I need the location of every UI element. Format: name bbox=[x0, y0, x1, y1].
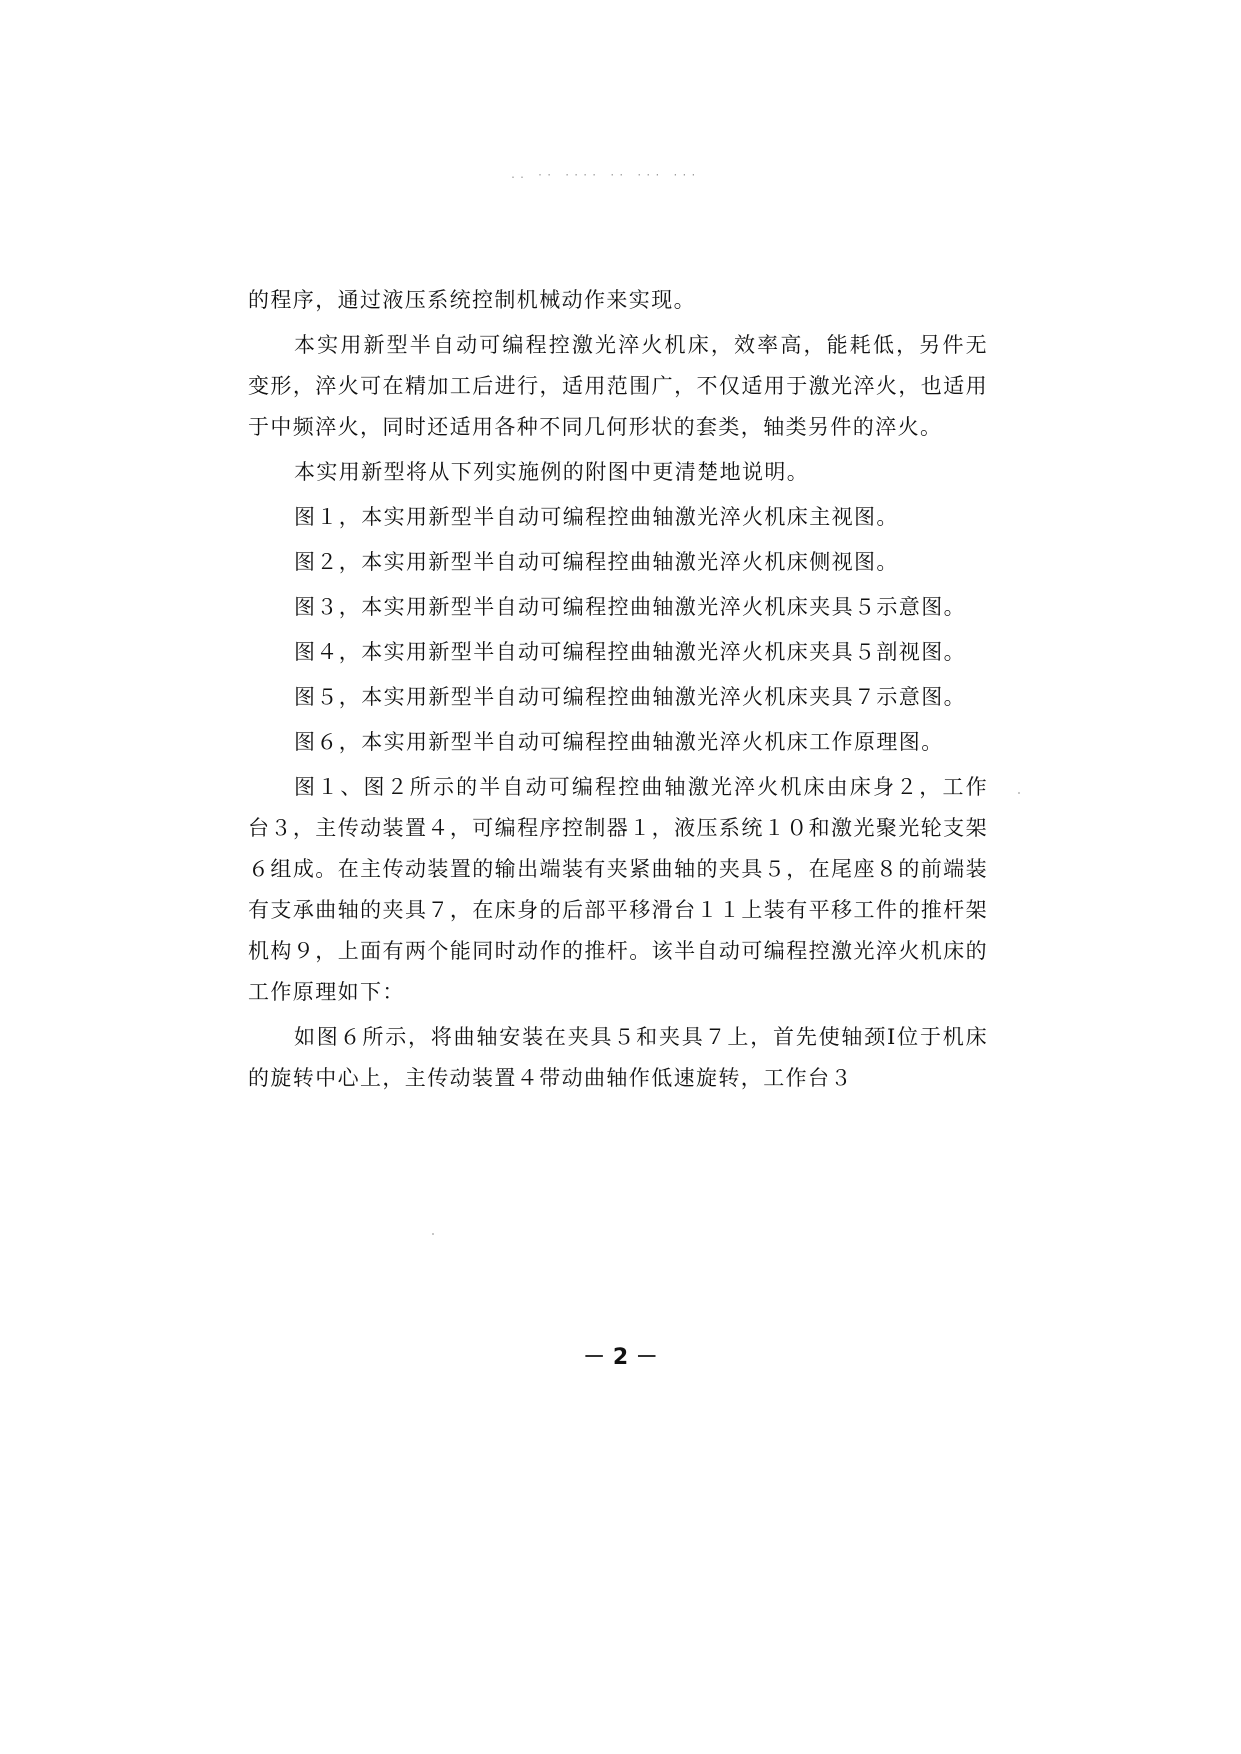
body-text bbox=[248, 280, 988, 1099]
paragraph-machine-structure: 图１、图２所示的半自动可编程控曲轴激光淬火机床由床身２，工作台３，主传动装置４，可编程序控制器１，液压系统１０和激光聚光轮支架６组成。在主传动装置的输出端装有夹紧曲轴的夹具５，在尾座８的前端装有支承曲轴的夹具７，在床身的后部平移滑台１１上装有平移工件的推杆架机构９，上面有两个能同时动作的推杆。该半自动可编程控激光淬火机床的工作原理如下： bbox=[248, 775, 988, 1004]
scan-speck bbox=[1018, 792, 1020, 794]
figure-caption-4: 图４，本实用新型半自动可编程控曲轴激光淬火机床夹具５剖视图。 bbox=[294, 640, 966, 664]
paragraph-advantages: 本实用新型半自动可编程控激光淬火机床，效率高，能耗低，另件无变形，淬火可在精加工后进行，适用范围广，不仅适用于激光淬火，也适用于中频淬火，同时还适用各种不同几何形状的套类，轴类另件的淬火。 bbox=[248, 333, 988, 439]
figure-caption-5: 图５，本实用新型半自动可编程控曲轴激光淬火机床夹具７示意图。 bbox=[294, 685, 966, 709]
figure-caption-6: 图６，本实用新型半自动可编程控曲轴激光淬火机床工作原理图。 bbox=[294, 730, 944, 754]
header-scan-noise: .. ·· ···· ·· ··· ··· bbox=[510, 170, 700, 181]
paragraph-continuation: 的程序，通过液压系统控制机械动作来实现。 bbox=[248, 288, 696, 312]
figure-caption-2: 图２，本实用新型半自动可编程控曲轴激光淬火机床侧视图。 bbox=[294, 550, 899, 574]
paragraph-working-principle: 如图６所示，将曲轴安装在夹具５和夹具７上，首先使轴颈Ⅰ位于机床的旋转中心上，主传动装置４带动曲轴作低速旋转，工作台３ bbox=[248, 1025, 988, 1090]
scan-speck bbox=[432, 1233, 434, 1235]
paragraph-figures-intro: 本实用新型将从下列实施例的附图中更清楚地说明。 bbox=[294, 460, 810, 484]
figure-caption-1: 图１，本实用新型半自动可编程控曲轴激光淬火机床主视图。 bbox=[294, 505, 899, 529]
figure-caption-3: 图３，本实用新型半自动可编程控曲轴激光淬火机床夹具５示意图。 bbox=[294, 595, 966, 619]
page-number: － 2 － bbox=[583, 1345, 658, 1370]
